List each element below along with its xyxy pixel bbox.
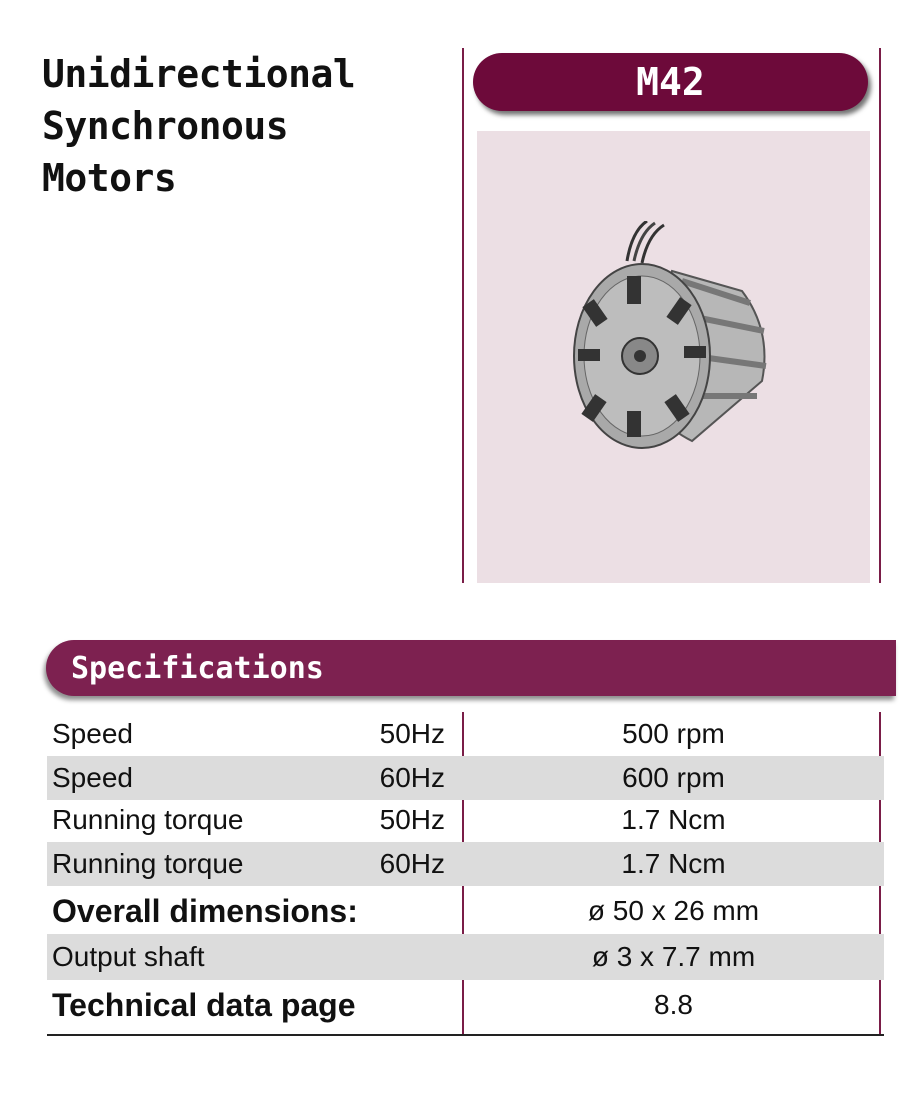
product-photo-panel bbox=[477, 131, 870, 583]
spec-label: Technical data page bbox=[52, 986, 356, 1023]
spec-label: Speed bbox=[52, 762, 133, 793]
spec-row bbox=[47, 800, 884, 840]
spec-row bbox=[47, 934, 884, 980]
spec-frequency: 60Hz bbox=[379, 762, 445, 793]
spec-value: 1.7 Ncm bbox=[621, 848, 726, 879]
spec-value: ø 50 x 26 mm bbox=[587, 895, 760, 926]
model-badge: M42 bbox=[473, 53, 868, 111]
spec-frequency: 60Hz bbox=[379, 848, 445, 879]
spec-row bbox=[47, 888, 884, 934]
spec-value: 600 rpm bbox=[622, 762, 725, 793]
spec-row bbox=[47, 980, 884, 1030]
title-line-3: Motors bbox=[42, 156, 177, 200]
spec-row bbox=[47, 712, 884, 756]
page-title bbox=[42, 48, 442, 204]
spec-value: ø 3 x 7.7 mm bbox=[591, 941, 756, 972]
spec-value: 8.8 bbox=[654, 989, 693, 1020]
spec-value: 1.7 Ncm bbox=[621, 804, 726, 835]
spec-frequency: 50Hz bbox=[379, 804, 445, 835]
spec-row bbox=[47, 842, 884, 886]
divider-right bbox=[879, 48, 881, 583]
spec-frequency: 50Hz bbox=[379, 718, 445, 749]
spec-label: Running torque bbox=[52, 804, 244, 835]
spec-value: 500 rpm bbox=[622, 718, 725, 749]
divider-left bbox=[462, 48, 464, 583]
spec-label: Overall dimensions: bbox=[52, 892, 358, 929]
title-line-2: Synchronous bbox=[42, 104, 289, 148]
spec-label: Running torque bbox=[52, 848, 244, 879]
specifications-header bbox=[46, 640, 896, 696]
table-bottom-rule bbox=[47, 1034, 884, 1036]
synchronous-motor-photo bbox=[572, 221, 772, 461]
title-line-1: Unidirectional bbox=[42, 52, 356, 96]
spec-row bbox=[47, 756, 884, 800]
specifications-title: Specifications bbox=[71, 651, 324, 686]
spec-label: Output shaft bbox=[52, 941, 205, 972]
spec-label: Speed bbox=[52, 718, 133, 749]
